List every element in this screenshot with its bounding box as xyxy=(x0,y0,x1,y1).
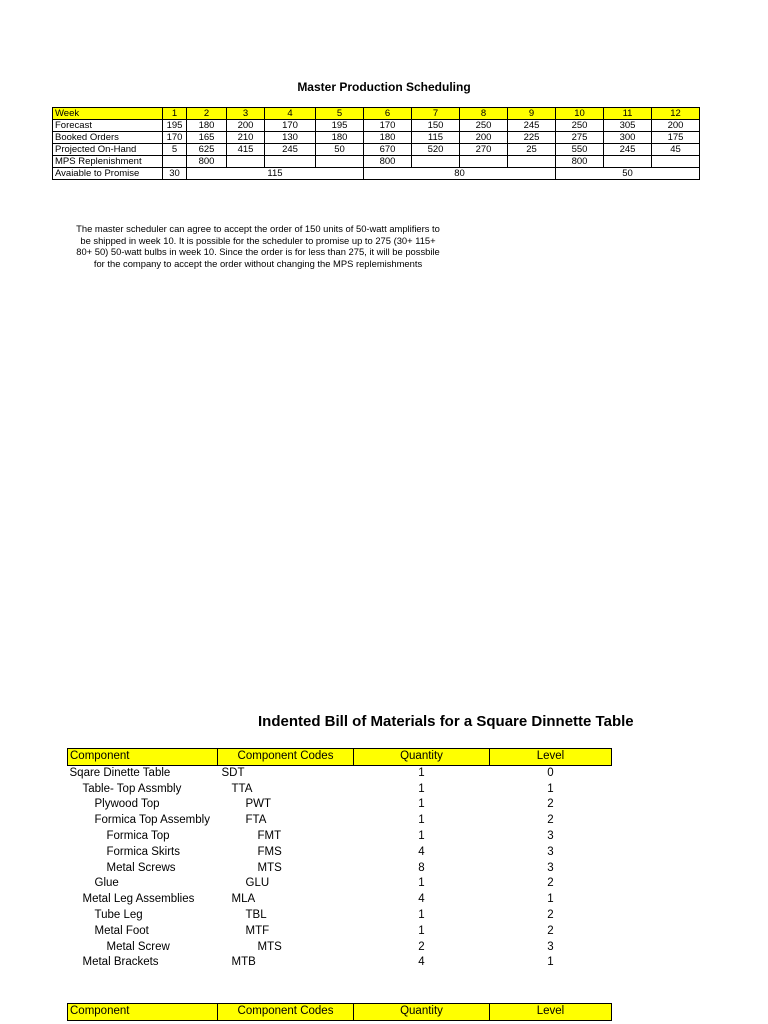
bom-code: MTF xyxy=(245,924,270,937)
bom-component: Metal Brackets xyxy=(82,956,159,969)
mps-row-label: MPS Replenishment xyxy=(53,156,163,168)
mps-cell xyxy=(227,156,265,168)
bom-code: PWT xyxy=(245,798,272,811)
mps-cell: 225 xyxy=(508,132,556,144)
mps-week-cell: 1 xyxy=(163,108,187,120)
mps-atp-row xyxy=(53,168,700,180)
bom-code: MTS xyxy=(257,940,282,953)
mps-cell: 150 xyxy=(412,120,460,132)
bom-header-cell: Quantity xyxy=(354,1004,490,1021)
bom-header-cell: Component Codes xyxy=(218,749,354,766)
mps-cell: 245 xyxy=(265,144,316,156)
mps-cell xyxy=(316,156,364,168)
atp-cell: 115 xyxy=(187,168,364,180)
bom-component: Metal Leg Assemblies xyxy=(82,893,195,906)
mps-row-label: Avaiable to Promise xyxy=(53,168,163,180)
mps-cell: 5 xyxy=(163,144,187,156)
mps-cell: 180 xyxy=(316,132,364,144)
mps-week-cell: 6 xyxy=(364,108,412,120)
mps-row-label: Week xyxy=(53,108,163,120)
bom-quantity: 1 xyxy=(418,924,425,937)
mps-cell: 200 xyxy=(652,120,700,132)
mps-cell: 195 xyxy=(316,120,364,132)
bom-row xyxy=(68,765,612,781)
bom-header-cell: Component xyxy=(68,1004,218,1021)
bom-component: Metal Screws xyxy=(106,861,176,874)
atp-cell: 30 xyxy=(163,168,187,180)
mps-note xyxy=(52,223,464,269)
mps-cell: 250 xyxy=(460,120,508,132)
mps-cell: 175 xyxy=(652,132,700,144)
bom-component: Metal Foot xyxy=(94,924,149,937)
mps-cell: 800 xyxy=(364,156,412,168)
bom-table xyxy=(67,748,612,971)
bom-level: 3 xyxy=(547,845,554,858)
mps-cell: 800 xyxy=(187,156,227,168)
bom-code: MTB xyxy=(231,956,256,969)
note-line: for the company to accept the order without changing the MPS replemishments xyxy=(93,257,423,269)
mps-cell: 195 xyxy=(163,120,187,132)
bom-header-cell: Quantity xyxy=(354,749,490,766)
bom-code: TTA xyxy=(231,782,253,795)
bom-row xyxy=(68,876,612,892)
bom-component: Glue xyxy=(94,877,119,890)
mps-cell xyxy=(265,156,316,168)
bom-quantity: 1 xyxy=(418,829,425,842)
bom-component: Table- Top Assmbly xyxy=(82,782,182,795)
mps-cell: 245 xyxy=(604,144,652,156)
bom-quantity: 4 xyxy=(418,893,425,906)
mps-cell: 300 xyxy=(604,132,652,144)
bom-header-cell: Component Codes xyxy=(218,1004,354,1021)
bom-component: Formica Top Assembly xyxy=(94,814,210,827)
bom-level: 0 xyxy=(547,766,554,779)
bom-level: 3 xyxy=(547,940,554,953)
bom-row xyxy=(68,908,612,924)
bom-quantity: 1 xyxy=(418,814,425,827)
bom-level: 2 xyxy=(547,924,554,937)
mps-week-cell: 10 xyxy=(556,108,604,120)
bom-header-cell: Level xyxy=(490,1004,612,1021)
bom-quantity: 1 xyxy=(418,782,425,795)
mps-cell xyxy=(652,156,700,168)
mps-cell xyxy=(412,156,460,168)
bom-row xyxy=(68,924,612,940)
atp-cell: 80 xyxy=(364,168,556,180)
bom-quantity: 1 xyxy=(418,798,425,811)
mps-row xyxy=(53,120,700,132)
bom-code: MLA xyxy=(231,893,256,906)
mps-cell xyxy=(460,156,508,168)
bom-row xyxy=(68,813,612,829)
mps-cell: 115 xyxy=(412,132,460,144)
atp-cell: 50 xyxy=(556,168,700,180)
mps-cell: 45 xyxy=(652,144,700,156)
bom-table-2 xyxy=(67,1003,612,1021)
mps-cell: 800 xyxy=(556,156,604,168)
bom-quantity: 4 xyxy=(418,845,425,858)
mps-cell: 170 xyxy=(163,132,187,144)
mps-week-cell: 12 xyxy=(652,108,700,120)
mps-cell: 250 xyxy=(556,120,604,132)
bom-row xyxy=(68,829,612,845)
bom-title: Indented Bill of Materials for a Square Dinnette Table xyxy=(258,713,634,730)
mps-cell: 520 xyxy=(412,144,460,156)
bom-component: Formica Skirts xyxy=(106,845,180,858)
bom-code: FMT xyxy=(257,829,282,842)
bom-code: FTA xyxy=(245,814,267,827)
mps-week-cell: 2 xyxy=(187,108,227,120)
bom-row xyxy=(68,892,612,908)
mps-cell: 270 xyxy=(460,144,508,156)
mps-cell: 550 xyxy=(556,144,604,156)
mps-header-row xyxy=(53,108,700,120)
mps-row xyxy=(53,132,700,144)
bom-level: 2 xyxy=(547,877,554,890)
bom-code: SDT xyxy=(221,766,245,779)
bom-code: FMS xyxy=(257,845,282,858)
mps-week-cell: 11 xyxy=(604,108,652,120)
bom-level: 1 xyxy=(547,893,554,906)
mps-row-label: Forecast xyxy=(53,120,163,132)
bom-quantity: 8 xyxy=(418,861,425,874)
bom-row xyxy=(68,955,612,971)
mps-row-label: Projected On-Hand xyxy=(53,144,163,156)
mps-cell xyxy=(508,156,556,168)
bom-quantity: 1 xyxy=(418,766,425,779)
bom-code: GLU xyxy=(245,877,270,890)
mps-week-cell: 4 xyxy=(265,108,316,120)
mps-cell: 170 xyxy=(364,120,412,132)
bom-level: 2 xyxy=(547,798,554,811)
mps-cell: 670 xyxy=(364,144,412,156)
bom-row xyxy=(68,845,612,861)
note-line: The master scheduler can agree to accept the order of 150 units of 50-watt amplifiers to xyxy=(76,223,440,234)
bom-row xyxy=(68,782,612,798)
bom-level: 2 xyxy=(547,908,554,921)
mps-title: Master Production Scheduling xyxy=(297,80,471,94)
mps-cell: 210 xyxy=(227,132,265,144)
mps-cell: 305 xyxy=(604,120,652,132)
mps-week-cell: 3 xyxy=(227,108,265,120)
bom-row xyxy=(68,940,612,956)
bom-quantity: 1 xyxy=(418,908,425,921)
bom-level: 1 xyxy=(547,956,554,969)
mps-cell: 180 xyxy=(364,132,412,144)
bom-component: Plywood Top xyxy=(94,798,160,811)
bom-component: Tube Leg xyxy=(94,908,143,921)
mps-cell: 275 xyxy=(556,132,604,144)
mps-cell: 200 xyxy=(227,120,265,132)
bom-component: Sqare Dinette Table xyxy=(69,766,171,779)
mps-week-cell: 9 xyxy=(508,108,556,120)
mps-week-cell: 8 xyxy=(460,108,508,120)
bom-component: Formica Top xyxy=(106,829,170,842)
bom-header-row xyxy=(68,749,612,766)
mps-cell: 415 xyxy=(227,144,265,156)
bom-row xyxy=(68,861,612,877)
mps-cell: 180 xyxy=(187,120,227,132)
mps-cell: 130 xyxy=(265,132,316,144)
mps-cell xyxy=(604,156,652,168)
mps-cell: 170 xyxy=(265,120,316,132)
bom-level: 2 xyxy=(547,814,554,827)
mps-row-label: Booked Orders xyxy=(53,132,163,144)
bom-level: 3 xyxy=(547,861,554,874)
mps-table xyxy=(52,107,700,180)
bom-row xyxy=(68,797,612,813)
bom-header-row xyxy=(68,1004,612,1021)
mps-cell: 50 xyxy=(316,144,364,156)
bom-quantity: 2 xyxy=(418,940,425,953)
mps-cell xyxy=(163,156,187,168)
mps-cell: 625 xyxy=(187,144,227,156)
bom-level: 1 xyxy=(547,782,554,795)
mps-cell: 245 xyxy=(508,120,556,132)
bom-header-cell: Component xyxy=(68,749,218,766)
mps-row xyxy=(53,156,700,168)
bom-component: Metal Screw xyxy=(106,940,170,953)
mps-cell: 200 xyxy=(460,132,508,144)
mps-week-cell: 5 xyxy=(316,108,364,120)
mps-week-cell: 7 xyxy=(412,108,460,120)
bom-level: 3 xyxy=(547,829,554,842)
bom-code: TBL xyxy=(245,908,267,921)
bom-header-cell: Level xyxy=(490,749,612,766)
note-line: 80+ 50) 50-watt bulbs in week 10. Since the order is for less than 275, it will be possbile xyxy=(76,246,440,258)
mps-row xyxy=(53,144,700,156)
bom-quantity: 4 xyxy=(418,956,425,969)
bom-code: MTS xyxy=(257,861,282,874)
note-line: be shipped in week 10. It is possible for the scheduler to promise up to 275 (30+ 115+ xyxy=(80,234,436,246)
mps-cell: 25 xyxy=(508,144,556,156)
bom-quantity: 1 xyxy=(418,877,425,890)
mps-cell: 165 xyxy=(187,132,227,144)
